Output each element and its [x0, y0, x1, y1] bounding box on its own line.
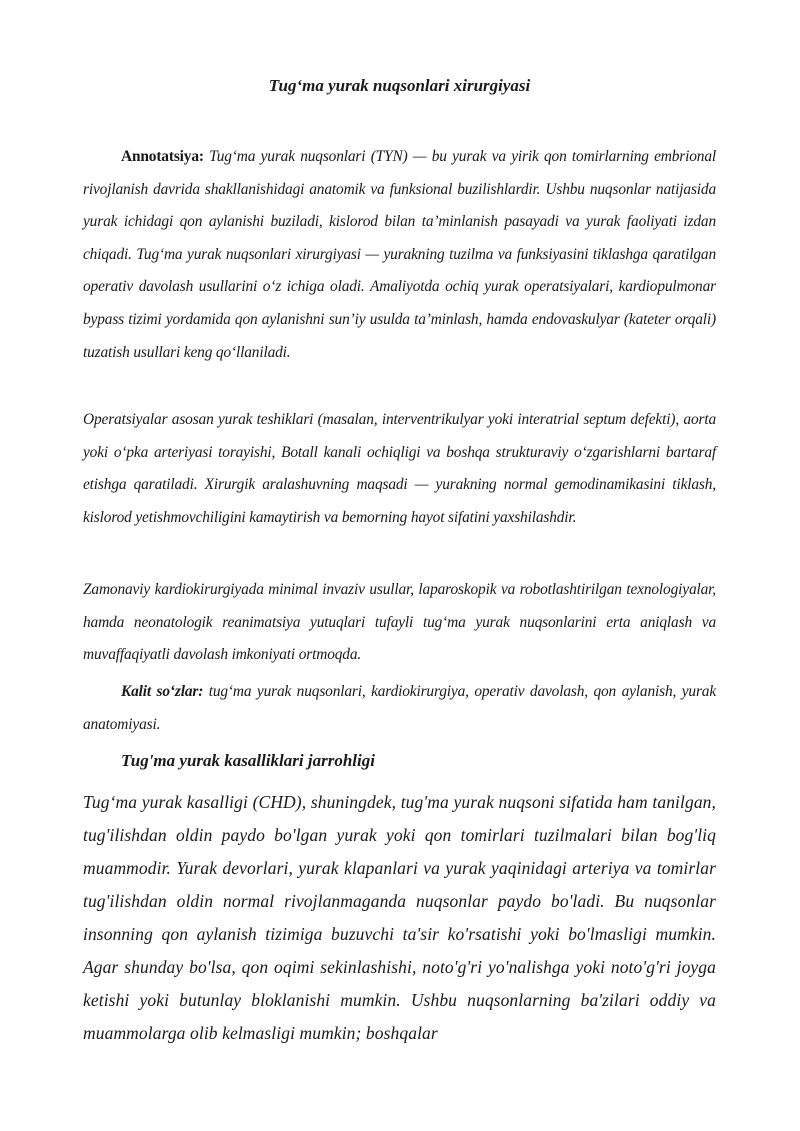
- paragraph-modern-surgery: Zamonaviy kardiokirurgiyada minimal invaziv usullar, laparoskopik va robotlashtirilgan texnologiyalar, hamda neonatologik reanimatsiya yutuqlari tufayli tug‘ma yurak nuqsonlarini erta aniqlash va muvaffaqiyatli davolash imkoniyati ortmoqda.: [83, 581, 716, 664]
- paragraph-operations: Operatsiyalar asosan yurak teshiklari (masalan, interventrikulyar yoki interatrial septum defekti), aorta yoki o‘pka arteriyasi torayishi, Botall kanali ochiqligi va boshqa strukturaviy o‘zgarishlarni bartaraf etishga qaratiladi. Xirurgik aralashuvning maqsadi — yurakning normal gemodinamikasini tiklash, kislorod yetishmovchiligini kamaytirish va bemorning hayot sifatini yaxshilashdir.: [83, 411, 716, 526]
- abstract-paragraph: [83, 141, 716, 369]
- section-paragraph: Tug‘ma yurak kasalligi (CHD), shuningdek, tug'ma yurak nuqsoni sifatida ham tanilgan, tug'ilishdan oldin paydo bo'lgan yurak yoki qon tomirlari tuzilmalari bilan bog'liq muammodir. Yurak devorlari, yurak klapanlari va yurak yaqinidagi arteriya va tomirlar tug'ilishdan oldin normal rivojlanmaganda nuqsonlar paydo bo'ladi. Bu nuqsonlar insonning qon aylanish tizimiga buzuvchi ta'sir ko'rsatishi yoki bo'lmasligi mumkin. Agar shunday bo'lsa, qon oqimi sekinlashishi, noto'g'ri yo'nalishga yoki noto'g'ri joyga ketishi yoki butunlay bloklanishi mumkin. Ushbu nuqsonlarning ba'zilari oddiy va muammolarga olib kelmasligi mumkin; boshqalar: [83, 792, 716, 1043]
- document-title: Tug‘ma yurak nuqsonlari xirurgiyasi: [268, 76, 531, 95]
- abstract-text: Tug‘ma yurak nuqsonlari (TYN) — bu yurak va yirik qon tomirlarning embrional rivojlanish davrida shakllanishidagi anatomik va funksional buzilishlardir. Ushbu nuqsonlar natijasida yurak ichidagi qon aylanishi buziladi, kislorod bilan ta’minlanish pasayadi va yurak faoliyati izdan chiqadi. Tug‘ma yurak nuqsonlari xirurgiyasi — yurakning tuzilma va funksiyasini tiklashga qaratilgan operativ davolash usullarini o‘z ichiga oladi. Amaliyotda ochiq yurak operatsiyalari, kardiopulmonar bypass tizimi yordamida qon aylanishni sun’iy usulda ta’minlash, hamda endovaskulyar (kateter orqali) tuzatish usullari keng qo‘llaniladi.: [83, 148, 717, 361]
- keywords-paragraph: [83, 676, 716, 741]
- keywords-text: tug‘ma yurak nuqsonlari, kardiokirurgiya, operativ davolash, qon aylanish, yurak anatomiyasi.: [83, 683, 717, 733]
- section-heading: Tug'ma yurak kasalliklari jarrohligi: [121, 751, 375, 770]
- abstract-label: Annotatsiya:: [121, 148, 204, 165]
- keywords-label: Kalit so‘zlar:: [121, 683, 204, 700]
